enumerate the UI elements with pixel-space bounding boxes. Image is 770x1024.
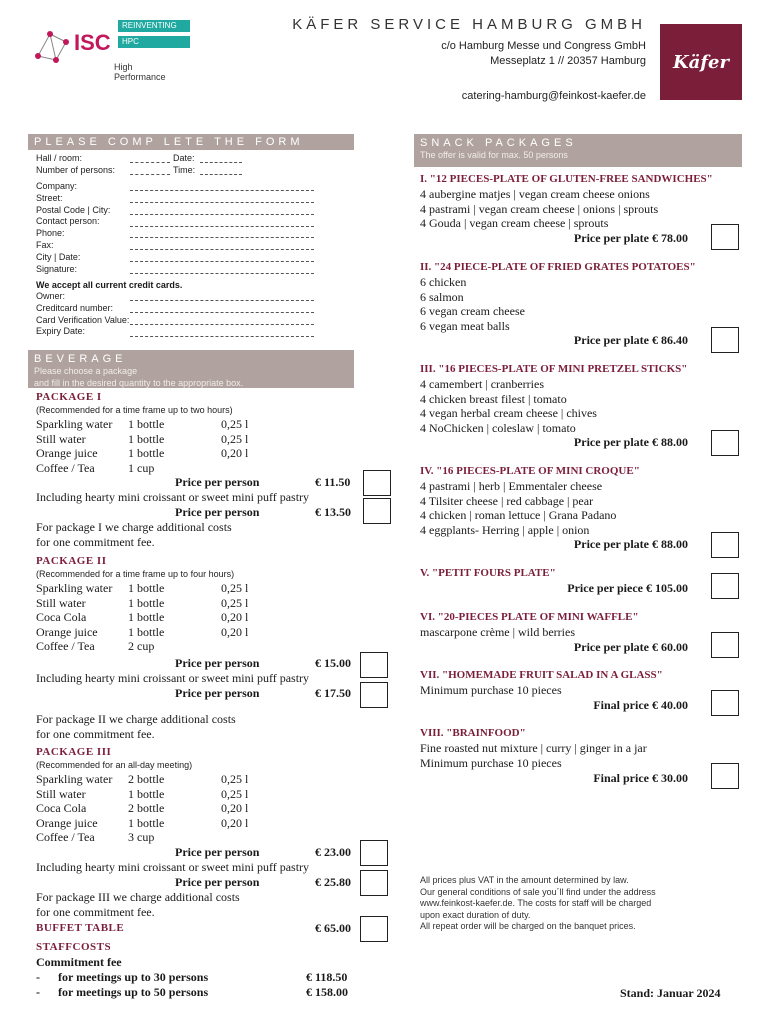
bev-name: Coca Cola — [36, 610, 87, 625]
staff-dash: - — [36, 970, 40, 984]
snack-3-qty-box[interactable] — [711, 430, 739, 456]
beverage-subtitle: and fill in the desired quantity to the appropriate box. — [34, 378, 244, 388]
signature-field[interactable] — [130, 273, 314, 274]
package-3-fee — [36, 890, 240, 919]
persons-label: Number of persons: — [36, 165, 116, 175]
package-2-rec: (Recommended for a time frame up to four hours) — [36, 569, 235, 579]
bev-qty: 2 cup — [128, 639, 155, 654]
fee-text: For package II we charge additional costs — [36, 712, 236, 726]
package-2-fee — [36, 712, 236, 741]
form-label: City | Date: — [36, 251, 81, 262]
bev-vol: 0,20 l — [221, 610, 249, 625]
card-label: Owner: — [36, 291, 66, 301]
bev-qty: 1 bottle — [128, 581, 165, 595]
snack-4-price: Price per plate € 88.00 — [573, 537, 688, 551]
form-label: Company: — [36, 181, 78, 191]
bev-qty: 3 cup — [128, 830, 155, 845]
fax-field[interactable] — [130, 249, 314, 250]
bev-qty: 1 bottle — [128, 786, 165, 801]
snack-line: 6 vegan cream cheese — [420, 304, 525, 319]
package-1-qty-box[interactable] — [363, 470, 391, 496]
bev-qty: 1 bottle — [128, 610, 165, 625]
snack-7-qty-box[interactable] — [711, 690, 739, 716]
snack-banner — [414, 134, 742, 167]
logo-tag: HPC — [118, 36, 190, 48]
logo-tag: REINVENTING — [118, 20, 190, 32]
incl-text: Including hearty mini croissant or sweet mini puff pastry — [36, 671, 310, 685]
price-label: Price per person — [175, 656, 260, 670]
form-label: Phone: — [36, 228, 65, 239]
commit-label: Commitment fee — [36, 955, 122, 969]
form-label: Contact person: — [36, 216, 100, 227]
network-icon — [32, 26, 72, 66]
snack-5-qty-box[interactable] — [711, 573, 739, 599]
logo-subtitle: High Performance — [114, 62, 166, 82]
snack-line: 4 pastrami | vegan cream cheese | onions | sprouts — [420, 201, 659, 216]
bev-name: Orange juice — [36, 624, 98, 639]
snack-3-title: III. "16 PIECES-PLATE OF MINI PRETZEL STICKS" — [420, 363, 688, 375]
bev-name: Coffee / Tea — [36, 460, 95, 475]
snack-line: 6 chicken — [420, 275, 467, 289]
form-banner — [28, 134, 354, 150]
package-1-qty — [128, 417, 164, 475]
snack-1-price: Price per plate € 78.00 — [573, 231, 688, 245]
snack-line: 4 aubergine matjes | vegan cream cheese onions — [420, 187, 650, 201]
card-labels — [36, 291, 129, 338]
beverage-title: BEVERAGE — [34, 353, 127, 365]
snack-1-title: I. "12 PIECES-PLATE OF GLUTEN-FREE SANDWICHES" — [420, 173, 713, 185]
bev-qty: 2 bottle — [128, 772, 165, 786]
snack-7-price: Final price € 40.00 — [593, 698, 688, 712]
bev-name: Sparkling water — [36, 581, 113, 595]
cvv-field[interactable] — [130, 324, 314, 325]
card-label: Creditcard number: — [36, 302, 114, 313]
price-label: Price per person — [175, 845, 260, 859]
fee-text: for one commitment fee. — [36, 726, 155, 741]
bev-name: Orange juice — [36, 446, 98, 461]
package-2-qty-box[interactable] — [360, 652, 388, 678]
staff-dash: - — [36, 985, 40, 999]
form-label: Fax: — [36, 239, 54, 250]
bev-vol: 0,25 l — [221, 786, 249, 801]
bev-name: Still water — [36, 595, 86, 610]
snack-line: 4 chicken breast filest | tomato — [420, 391, 567, 406]
snack-2-title: II. "24 PIECE-PLATE OF FRIED GRATES POTATOES" — [420, 261, 696, 273]
address-line: Messeplatz 1 // 20357 Hamburg — [490, 55, 646, 67]
price-label: Price per person — [175, 475, 260, 489]
package-3-price-incl: € 25.80 — [315, 875, 351, 889]
snack-line: Minimum purchase 10 pieces — [420, 755, 562, 770]
snack-subtitle: The offer is valid for max. 50 persons — [420, 150, 568, 160]
snack-8-price: Final price € 30.00 — [593, 771, 688, 785]
snack-8-title: VIII. "BRAINFOOD" — [420, 727, 526, 739]
snack-8-lines — [420, 741, 647, 770]
date-field[interactable] — [200, 162, 242, 163]
package-1-items — [36, 417, 112, 475]
card-label: Card Verification Value: — [36, 314, 130, 325]
snack-4-title: IV. "16 PIECES-PLATE OF MINI CROQUE" — [420, 465, 640, 477]
package-3-vol — [221, 772, 248, 830]
package-1-title: PACKAGE I — [36, 391, 102, 403]
bev-vol: 0,25 l — [221, 595, 249, 610]
beverage-subtitle: Please choose a package — [34, 366, 138, 376]
form-labels — [36, 181, 110, 275]
company-name: KÄFER SERVICE HAMBURG GMBH — [292, 16, 646, 33]
snack-3-lines — [420, 377, 597, 435]
package-1-fee — [36, 520, 232, 549]
logo-isc: ISC — [74, 30, 111, 55]
snack-2-qty-box[interactable] — [711, 327, 739, 353]
bev-vol: 0,25 l — [221, 431, 249, 446]
bev-vol: 0,25 l — [221, 772, 249, 786]
snack-2-price: Price per plate € 86.40 — [573, 333, 688, 347]
staff-row-price: € 118.50 — [306, 970, 348, 984]
bev-name: Sparkling water — [36, 772, 113, 786]
fee-text: for one commitment fee. — [36, 534, 155, 549]
note-line: All prices plus VAT in the amount determined by law. — [420, 875, 629, 885]
time-field[interactable] — [200, 174, 242, 175]
bev-vol: 0,20 l — [221, 446, 249, 461]
price-label: Price per person — [175, 686, 260, 700]
snack-line: 4 pastrami | herb | Emmentaler cheese — [420, 479, 603, 493]
package-1-price: € 11.50 — [315, 475, 351, 489]
email[interactable]: catering-hamburg@feinkost-kaefer.de — [461, 90, 646, 102]
bev-vol: 0,25 l — [221, 581, 249, 595]
package-3-qty-box[interactable] — [360, 840, 388, 866]
isc-logo — [28, 18, 178, 80]
fee-text: For package I we charge additional costs — [36, 520, 232, 534]
beverage-banner — [28, 350, 354, 388]
snack-line: Fine roasted nut mixture | curry | ginger in a jar — [420, 741, 647, 755]
owner-field[interactable] — [130, 300, 314, 301]
hall-label: Hall / room: — [36, 153, 83, 163]
bev-name: Coca Cola — [36, 801, 87, 816]
snack-line: 4 Gouda | vegan cream cheese | sprouts — [420, 216, 609, 231]
package-3-price: € 23.00 — [315, 845, 351, 859]
package-1-vol — [221, 417, 248, 461]
package-2-qty — [128, 581, 164, 654]
package-2-price-incl: € 17.50 — [315, 686, 351, 700]
snack-1-qty-box[interactable] — [711, 224, 739, 250]
staff-row-label: for meetings up to 50 persons — [58, 985, 209, 999]
time-label: Time: — [173, 165, 196, 175]
cards-heading: We accept all current credit cards. — [36, 280, 183, 290]
snack-1-lines — [420, 187, 658, 231]
package-2-vol — [221, 581, 248, 639]
bev-qty: 1 bottle — [128, 595, 165, 610]
snack-5-price: Price per piece € 105.00 — [567, 581, 688, 595]
package-2-incl-qty-box[interactable] — [360, 682, 388, 708]
date-label: Date: — [173, 153, 195, 163]
price-label: Price per person — [175, 505, 260, 519]
snack-line: 6 vegan meat balls — [420, 318, 510, 333]
bev-vol: 0,20 l — [221, 624, 249, 639]
phone-field[interactable] — [130, 237, 314, 238]
persons-field[interactable] — [130, 174, 170, 175]
postal-city-field[interactable] — [130, 214, 314, 215]
incl-text: Including hearty mini croissant or sweet mini puff pastry — [36, 490, 310, 504]
staff-title: STAFFCOSTS — [36, 941, 112, 953]
snack-3-price: Price per plate € 88.00 — [573, 435, 688, 449]
snack-4-lines — [420, 479, 616, 537]
snack-line: 4 NoChicken | coleslaw | tomato — [420, 420, 576, 435]
stand-date: Stand: Januar 2024 — [620, 986, 721, 1000]
package-1-incl-qty-box[interactable] — [363, 498, 391, 524]
price-label: Price per person — [175, 875, 260, 889]
package-1-rec: (Recommended for a time frame up to two hours) — [36, 405, 233, 415]
bev-qty: 1 bottle — [128, 417, 165, 431]
snack-6-qty-box[interactable] — [711, 632, 739, 658]
bev-vol: 0,25 l — [221, 417, 249, 431]
city-date-field[interactable] — [130, 261, 314, 262]
form-label: Street: — [36, 192, 63, 203]
snack-6-line: mascarpone crème | wild berries — [420, 625, 575, 639]
package-3-rec: (Recommended for an all-day meeting) — [36, 760, 193, 770]
bev-name: Still water — [36, 431, 86, 446]
note-line: Our general conditions of sale you´ll find under the address — [420, 886, 656, 897]
buffet-label: BUFFET TABLE — [36, 922, 125, 934]
snack-7-title: VII. "HOMEMADE FRUIT SALAD IN A GLASS" — [420, 669, 663, 681]
hall-field[interactable] — [130, 162, 170, 163]
snack-5-title: V. "PETIT FOURS PLATE" — [420, 567, 556, 579]
note-line: www.feinkost-kaefer.de. The costs for staff will be charged — [420, 898, 652, 908]
snack-2-lines — [420, 275, 525, 333]
form-label: Signature: — [36, 263, 78, 274]
bev-qty: 2 bottle — [128, 801, 165, 816]
package-3-items — [36, 772, 112, 845]
street-field[interactable] — [130, 202, 314, 203]
snack-6-price: Price per plate € 60.00 — [573, 640, 688, 654]
package-2-items — [36, 581, 112, 654]
buffet-price: € 65.00 — [315, 921, 351, 935]
package-3-incl-qty-box[interactable] — [360, 870, 388, 896]
snack-line: 4 camembert | cranberries — [420, 377, 545, 391]
fee-text: For package III we charge additional costs — [36, 890, 240, 904]
address-line: c/o Hamburg Messe und Congress GmbH — [441, 40, 646, 52]
bev-name: Still water — [36, 786, 86, 801]
card-label: Expiry Date: — [36, 326, 86, 337]
kaefer-logo: Käfer — [660, 24, 742, 100]
company-field[interactable] — [130, 190, 314, 191]
snack-line: 4 Tilsiter cheese | red cabbage | pear — [420, 493, 594, 508]
fee-text: for one commitment fee. — [36, 904, 155, 919]
snack-line: 4 eggplants- Herring | apple | onion — [420, 522, 590, 537]
terms-notes — [420, 875, 656, 933]
incl-text: Including hearty mini croissant or sweet mini puff pastry — [36, 860, 310, 874]
staff-row-price: € 158.00 — [306, 985, 348, 999]
bev-qty: 1 bottle — [128, 446, 165, 461]
package-2-title: PACKAGE II — [36, 555, 107, 567]
bev-name: Coffee / Tea — [36, 830, 95, 845]
bev-vol: 0,20 l — [221, 815, 249, 830]
buffet-qty-box[interactable] — [360, 916, 388, 942]
snack-4-qty-box[interactable] — [711, 532, 739, 558]
package-2-price: € 15.00 — [315, 656, 351, 670]
snack-line: 6 salmon — [420, 289, 464, 304]
snack-6-title: VI. "20-PIECES PLATE OF MINI WAFFLE" — [420, 611, 639, 623]
form-label: Postal Code | City: — [36, 204, 111, 215]
bev-qty: 1 bottle — [128, 815, 165, 830]
expiry-field[interactable] — [130, 336, 314, 337]
package-3-title: PACKAGE III — [36, 746, 112, 758]
bev-name: Sparkling water — [36, 417, 113, 431]
package-1-price-incl: € 13.50 — [315, 505, 351, 519]
bev-name: Coffee / Tea — [36, 639, 95, 654]
contact-field[interactable] — [130, 226, 314, 227]
bev-qty: 1 bottle — [128, 624, 165, 639]
snack-title: SNACK PACKAGES — [420, 137, 577, 149]
staff-row-label: for meetings up to 30 persons — [58, 970, 209, 984]
card-number-field[interactable] — [130, 312, 314, 313]
snack-7-line: Minimum purchase 10 pieces — [420, 683, 562, 697]
snack-line: 4 vegan herbal cream cheese | chives — [420, 406, 597, 421]
package-3-qty — [128, 772, 164, 845]
note-line: All repeat order will be charged on the banquet prices. — [420, 921, 636, 931]
bev-name: Orange juice — [36, 815, 98, 830]
bev-vol: 0,20 l — [221, 801, 249, 816]
snack-line: 4 chicken | roman lettuce | Grana Padano — [420, 508, 617, 523]
bev-qty: 1 bottle — [128, 431, 165, 446]
form-title: PLEASE COMP LETE THE FORM — [34, 136, 304, 148]
snack-8-qty-box[interactable] — [711, 763, 739, 789]
note-line: upon exact duration of duty. — [420, 909, 531, 920]
bev-qty: 1 cup — [128, 460, 155, 475]
